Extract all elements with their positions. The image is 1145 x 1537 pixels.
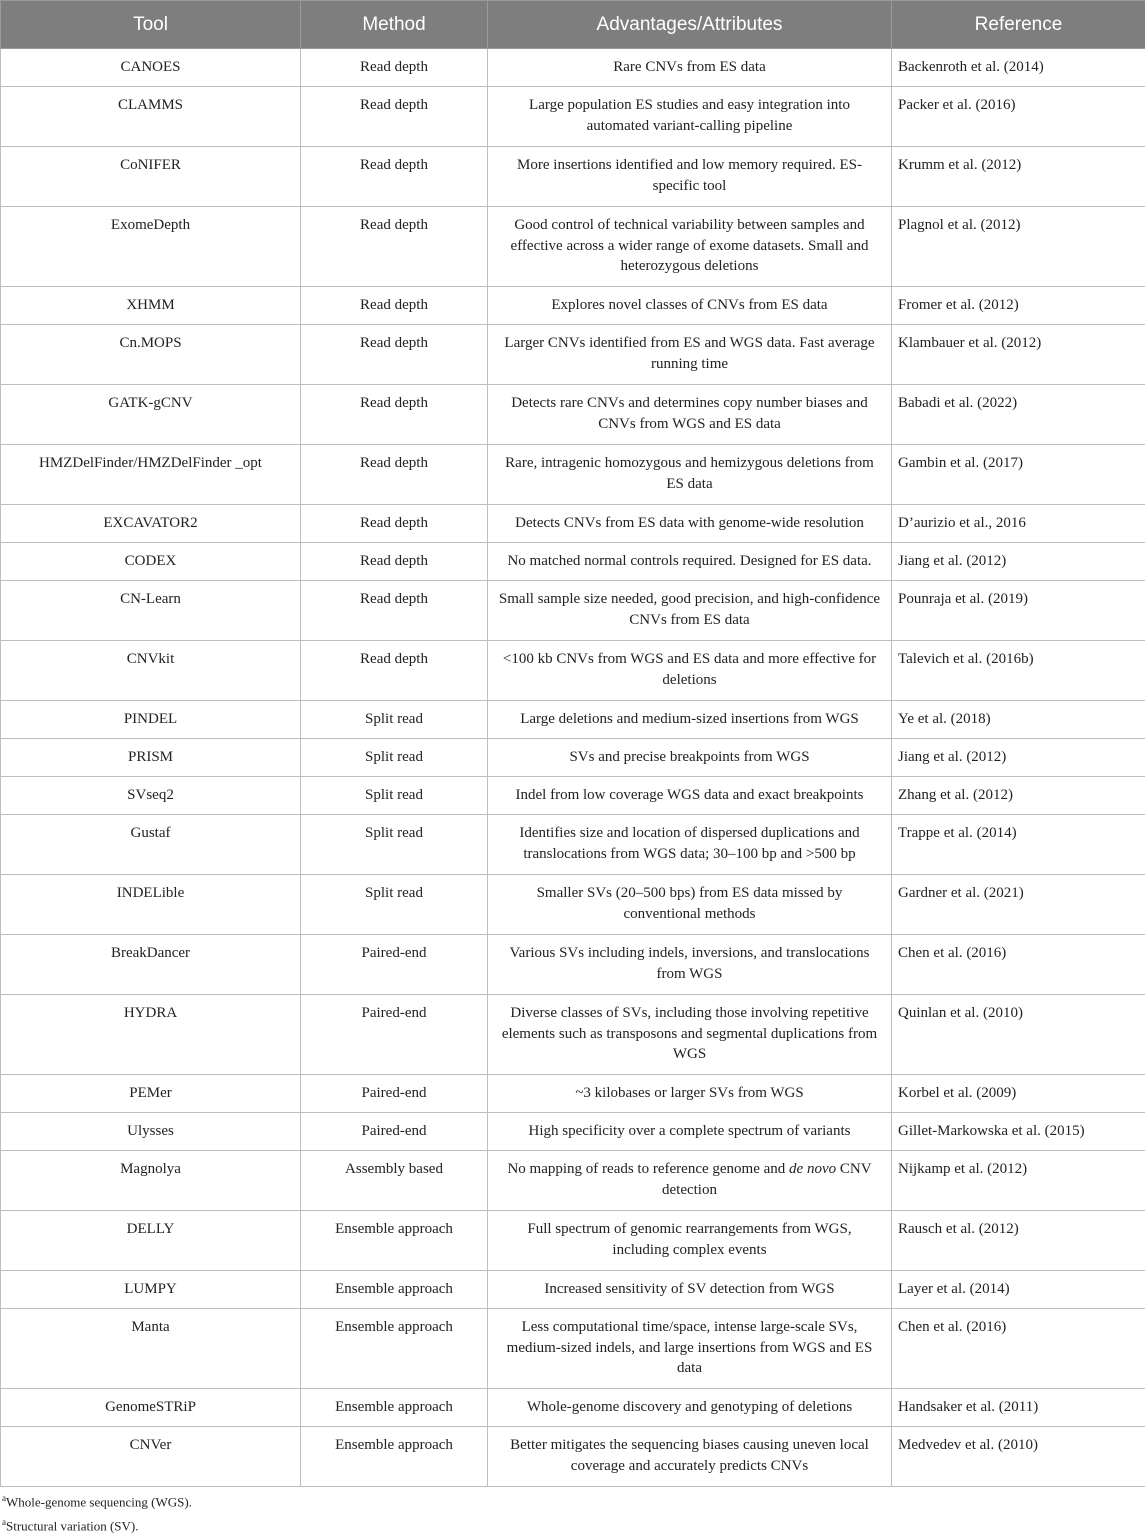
table-row	[1, 87, 1145, 147]
advantages-cell: Full spectrum of genomic rearrangements from WGS, including complex events	[488, 1211, 892, 1271]
table-row	[1, 1271, 1145, 1309]
advantages-cell: Rare, intragenic homozygous and hemizygous deletions from ES data	[488, 445, 892, 505]
advantages-cell: Smaller SVs (20–500 bps) from ES data missed by conventional methods	[488, 875, 892, 935]
header-method: Method	[301, 1, 488, 49]
reference-cell: D’aurizio et al., 2016	[892, 505, 1145, 543]
reference-cell: Gambin et al. (2017)	[892, 445, 1145, 505]
table-row	[1, 777, 1145, 815]
method-cell: Ensemble approach	[301, 1389, 488, 1427]
method-cell: Read depth	[301, 543, 488, 581]
tool-cell: CODEX	[1, 543, 301, 581]
table-row	[1, 207, 1145, 287]
reference-cell: Plagnol et al. (2012)	[892, 207, 1145, 287]
tool-cell: CNVer	[1, 1427, 301, 1487]
advantages-cell: Indel from low coverage WGS data and exact breakpoints	[488, 777, 892, 815]
reference-cell: Pounraja et al. (2019)	[892, 581, 1145, 641]
tool-cell: EXCAVATOR2	[1, 505, 301, 543]
advantages-cell: No matched normal controls required. Designed for ES data.	[488, 543, 892, 581]
reference-cell: Krumm et al. (2012)	[892, 147, 1145, 207]
reference-cell: Ye et al. (2018)	[892, 701, 1145, 739]
reference-cell: Korbel et al. (2009)	[892, 1075, 1145, 1113]
method-cell: Assembly based	[301, 1151, 488, 1211]
advantages-cell	[488, 1151, 892, 1211]
method-cell: Read depth	[301, 385, 488, 445]
tool-cell: Cn.MOPS	[1, 325, 301, 385]
tool-cell: LUMPY	[1, 1271, 301, 1309]
table-row	[1, 701, 1145, 739]
table-row	[1, 505, 1145, 543]
method-cell: Read depth	[301, 325, 488, 385]
method-cell: Paired-end	[301, 995, 488, 1075]
table-row	[1, 1113, 1145, 1151]
table-row	[1, 1151, 1145, 1211]
table-row	[1, 935, 1145, 995]
advantages-cell: Whole-genome discovery and genotyping of deletions	[488, 1389, 892, 1427]
table-row	[1, 287, 1145, 325]
advantages-cell: Increased sensitivity of SV detection from WGS	[488, 1271, 892, 1309]
table-row	[1, 875, 1145, 935]
method-cell: Paired-end	[301, 1075, 488, 1113]
advantages-cell: Better mitigates the sequencing biases causing uneven local coverage and accurately predicts CNVs	[488, 1427, 892, 1487]
table-row	[1, 641, 1145, 701]
reference-cell: Rausch et al. (2012)	[892, 1211, 1145, 1271]
method-cell: Paired-end	[301, 935, 488, 995]
reference-cell: Quinlan et al. (2010)	[892, 995, 1145, 1075]
tool-cell: CANOES	[1, 49, 301, 87]
advantages-cell: Small sample size needed, good precision, and high-confidence CNVs from ES data	[488, 581, 892, 641]
table-row	[1, 1075, 1145, 1113]
tool-cell: ExomeDepth	[1, 207, 301, 287]
footnote	[2, 1512, 192, 1536]
advantages-emphasis: de novo	[789, 1161, 836, 1177]
method-cell: Read depth	[301, 87, 488, 147]
tool-cell: Ulysses	[1, 1113, 301, 1151]
advantages-cell: Large population ES studies and easy integration into automated variant-calling pipeline	[488, 87, 892, 147]
reference-cell: Babadi et al. (2022)	[892, 385, 1145, 445]
reference-cell: Chen et al. (2016)	[892, 1309, 1145, 1389]
tool-cell: CNVkit	[1, 641, 301, 701]
reference-cell: Trappe et al. (2014)	[892, 815, 1145, 875]
advantages-cell: Explores novel classes of CNVs from ES data	[488, 287, 892, 325]
table-row	[1, 385, 1145, 445]
method-cell: Split read	[301, 739, 488, 777]
table-row	[1, 1309, 1145, 1389]
method-cell: Read depth	[301, 147, 488, 207]
method-cell: Split read	[301, 777, 488, 815]
advantages-cell: Various SVs including indels, inversions, and translocations from WGS	[488, 935, 892, 995]
method-cell: Read depth	[301, 505, 488, 543]
advantages-text: CNV detection	[662, 1161, 872, 1198]
reference-cell: Klambauer et al. (2012)	[892, 325, 1145, 385]
header-row	[1, 1, 1145, 49]
advantages-cell: Larger CNVs identified from ES and WGS data. Fast average running time	[488, 325, 892, 385]
footnote-text: Structural variation (SV).	[6, 1519, 139, 1534]
tool-cell: PEMer	[1, 1075, 301, 1113]
tool-cell: GenomeSTRiP	[1, 1389, 301, 1427]
method-cell: Read depth	[301, 641, 488, 701]
advantages-cell: Identifies size and location of dispersed duplications and translocations from WGS data; 30–100 bp and >500 bp	[488, 815, 892, 875]
advantages-text: No mapping of reads to reference genome and	[507, 1161, 789, 1177]
footnote	[2, 1488, 192, 1512]
advantages-cell: Detects rare CNVs and determines copy number biases and CNVs from WGS and ES data	[488, 385, 892, 445]
advantages-cell: SVs and precise breakpoints from WGS	[488, 739, 892, 777]
advantages-cell: <100 kb CNVs from WGS and ES data and more effective for deletions	[488, 641, 892, 701]
tool-cell: CoNIFER	[1, 147, 301, 207]
reference-cell: Jiang et al. (2012)	[892, 543, 1145, 581]
table-row	[1, 445, 1145, 505]
footnote-mark: a	[2, 1517, 6, 1527]
reference-cell: Zhang et al. (2012)	[892, 777, 1145, 815]
tool-cell: XHMM	[1, 287, 301, 325]
advantages-cell: Large deletions and medium-sized insertions from WGS	[488, 701, 892, 739]
method-cell: Ensemble approach	[301, 1211, 488, 1271]
advantages-cell: Diverse classes of SVs, including those involving repetitive elements such as transposons and segmental duplications from WGS	[488, 995, 892, 1075]
reference-cell: Talevich et al. (2016b)	[892, 641, 1145, 701]
method-cell: Paired-end	[301, 1113, 488, 1151]
reference-cell: Fromer et al. (2012)	[892, 287, 1145, 325]
table-row	[1, 147, 1145, 207]
tool-cell: Magnolya	[1, 1151, 301, 1211]
table-row	[1, 815, 1145, 875]
advantages-cell: Detects CNVs from ES data with genome-wide resolution	[488, 505, 892, 543]
tool-cell: SVseq2	[1, 777, 301, 815]
header-advantages: Advantages/Attributes	[488, 1, 892, 49]
reference-cell: Handsaker et al. (2011)	[892, 1389, 1145, 1427]
tool-cell: HYDRA	[1, 995, 301, 1075]
method-cell: Read depth	[301, 581, 488, 641]
tool-cell: INDELible	[1, 875, 301, 935]
tool-cell: CLAMMS	[1, 87, 301, 147]
tool-cell: GATK-gCNV	[1, 385, 301, 445]
method-cell: Read depth	[301, 287, 488, 325]
tool-cell: PINDEL	[1, 701, 301, 739]
method-cell: Split read	[301, 875, 488, 935]
reference-cell: Nijkamp et al. (2012)	[892, 1151, 1145, 1211]
table-body	[1, 49, 1145, 1487]
reference-cell: Layer et al. (2014)	[892, 1271, 1145, 1309]
tool-cell: PRISM	[1, 739, 301, 777]
footnote-mark: a	[2, 1493, 6, 1503]
tool-cell: HMZDelFinder/HMZDelFinder _opt	[1, 445, 301, 505]
header-reference: Reference	[892, 1, 1145, 49]
advantages-cell: Less computational time/space, intense large-scale SVs, medium-sized indels, and large insertions from WGS and ES data	[488, 1309, 892, 1389]
advantages-cell: Rare CNVs from ES data	[488, 49, 892, 87]
footnote-text: Whole-genome sequencing (WGS).	[6, 1494, 192, 1509]
method-cell: Ensemble approach	[301, 1309, 488, 1389]
table-row	[1, 1427, 1145, 1487]
tool-cell: CN-Learn	[1, 581, 301, 641]
reference-cell: Packer et al. (2016)	[892, 87, 1145, 147]
tool-cell: BreakDancer	[1, 935, 301, 995]
table-row	[1, 995, 1145, 1075]
header-tool: Tool	[1, 1, 301, 49]
reference-cell: Gardner et al. (2021)	[892, 875, 1145, 935]
reference-cell: Chen et al. (2016)	[892, 935, 1145, 995]
table-row	[1, 1211, 1145, 1271]
method-cell: Read depth	[301, 49, 488, 87]
advantages-cell: High specificity over a complete spectrum of variants	[488, 1113, 892, 1151]
method-cell: Read depth	[301, 445, 488, 505]
advantages-cell: More insertions identified and low memory required. ES-specific tool	[488, 147, 892, 207]
table-row	[1, 543, 1145, 581]
reference-cell: Jiang et al. (2012)	[892, 739, 1145, 777]
tool-cell: Gustaf	[1, 815, 301, 875]
advantages-cell: ~3 kilobases or larger SVs from WGS	[488, 1075, 892, 1113]
table-row	[1, 739, 1145, 777]
reference-cell: Gillet-Markowska et al. (2015)	[892, 1113, 1145, 1151]
method-cell: Ensemble approach	[301, 1427, 488, 1487]
footnotes	[2, 1488, 192, 1537]
reference-cell: Medvedev et al. (2010)	[892, 1427, 1145, 1487]
table-row	[1, 49, 1145, 87]
method-cell: Read depth	[301, 207, 488, 287]
tool-cell: DELLY	[1, 1211, 301, 1271]
reference-cell: Backenroth et al. (2014)	[892, 49, 1145, 87]
method-cell: Ensemble approach	[301, 1271, 488, 1309]
table-row	[1, 581, 1145, 641]
table-row	[1, 325, 1145, 385]
method-cell: Split read	[301, 815, 488, 875]
table-row	[1, 1389, 1145, 1427]
tool-cell: Manta	[1, 1309, 301, 1389]
advantages-cell: Good control of technical variability between samples and effective across a wider range of exome datasets. Small and heterozygous deletions	[488, 207, 892, 287]
method-cell: Split read	[301, 701, 488, 739]
